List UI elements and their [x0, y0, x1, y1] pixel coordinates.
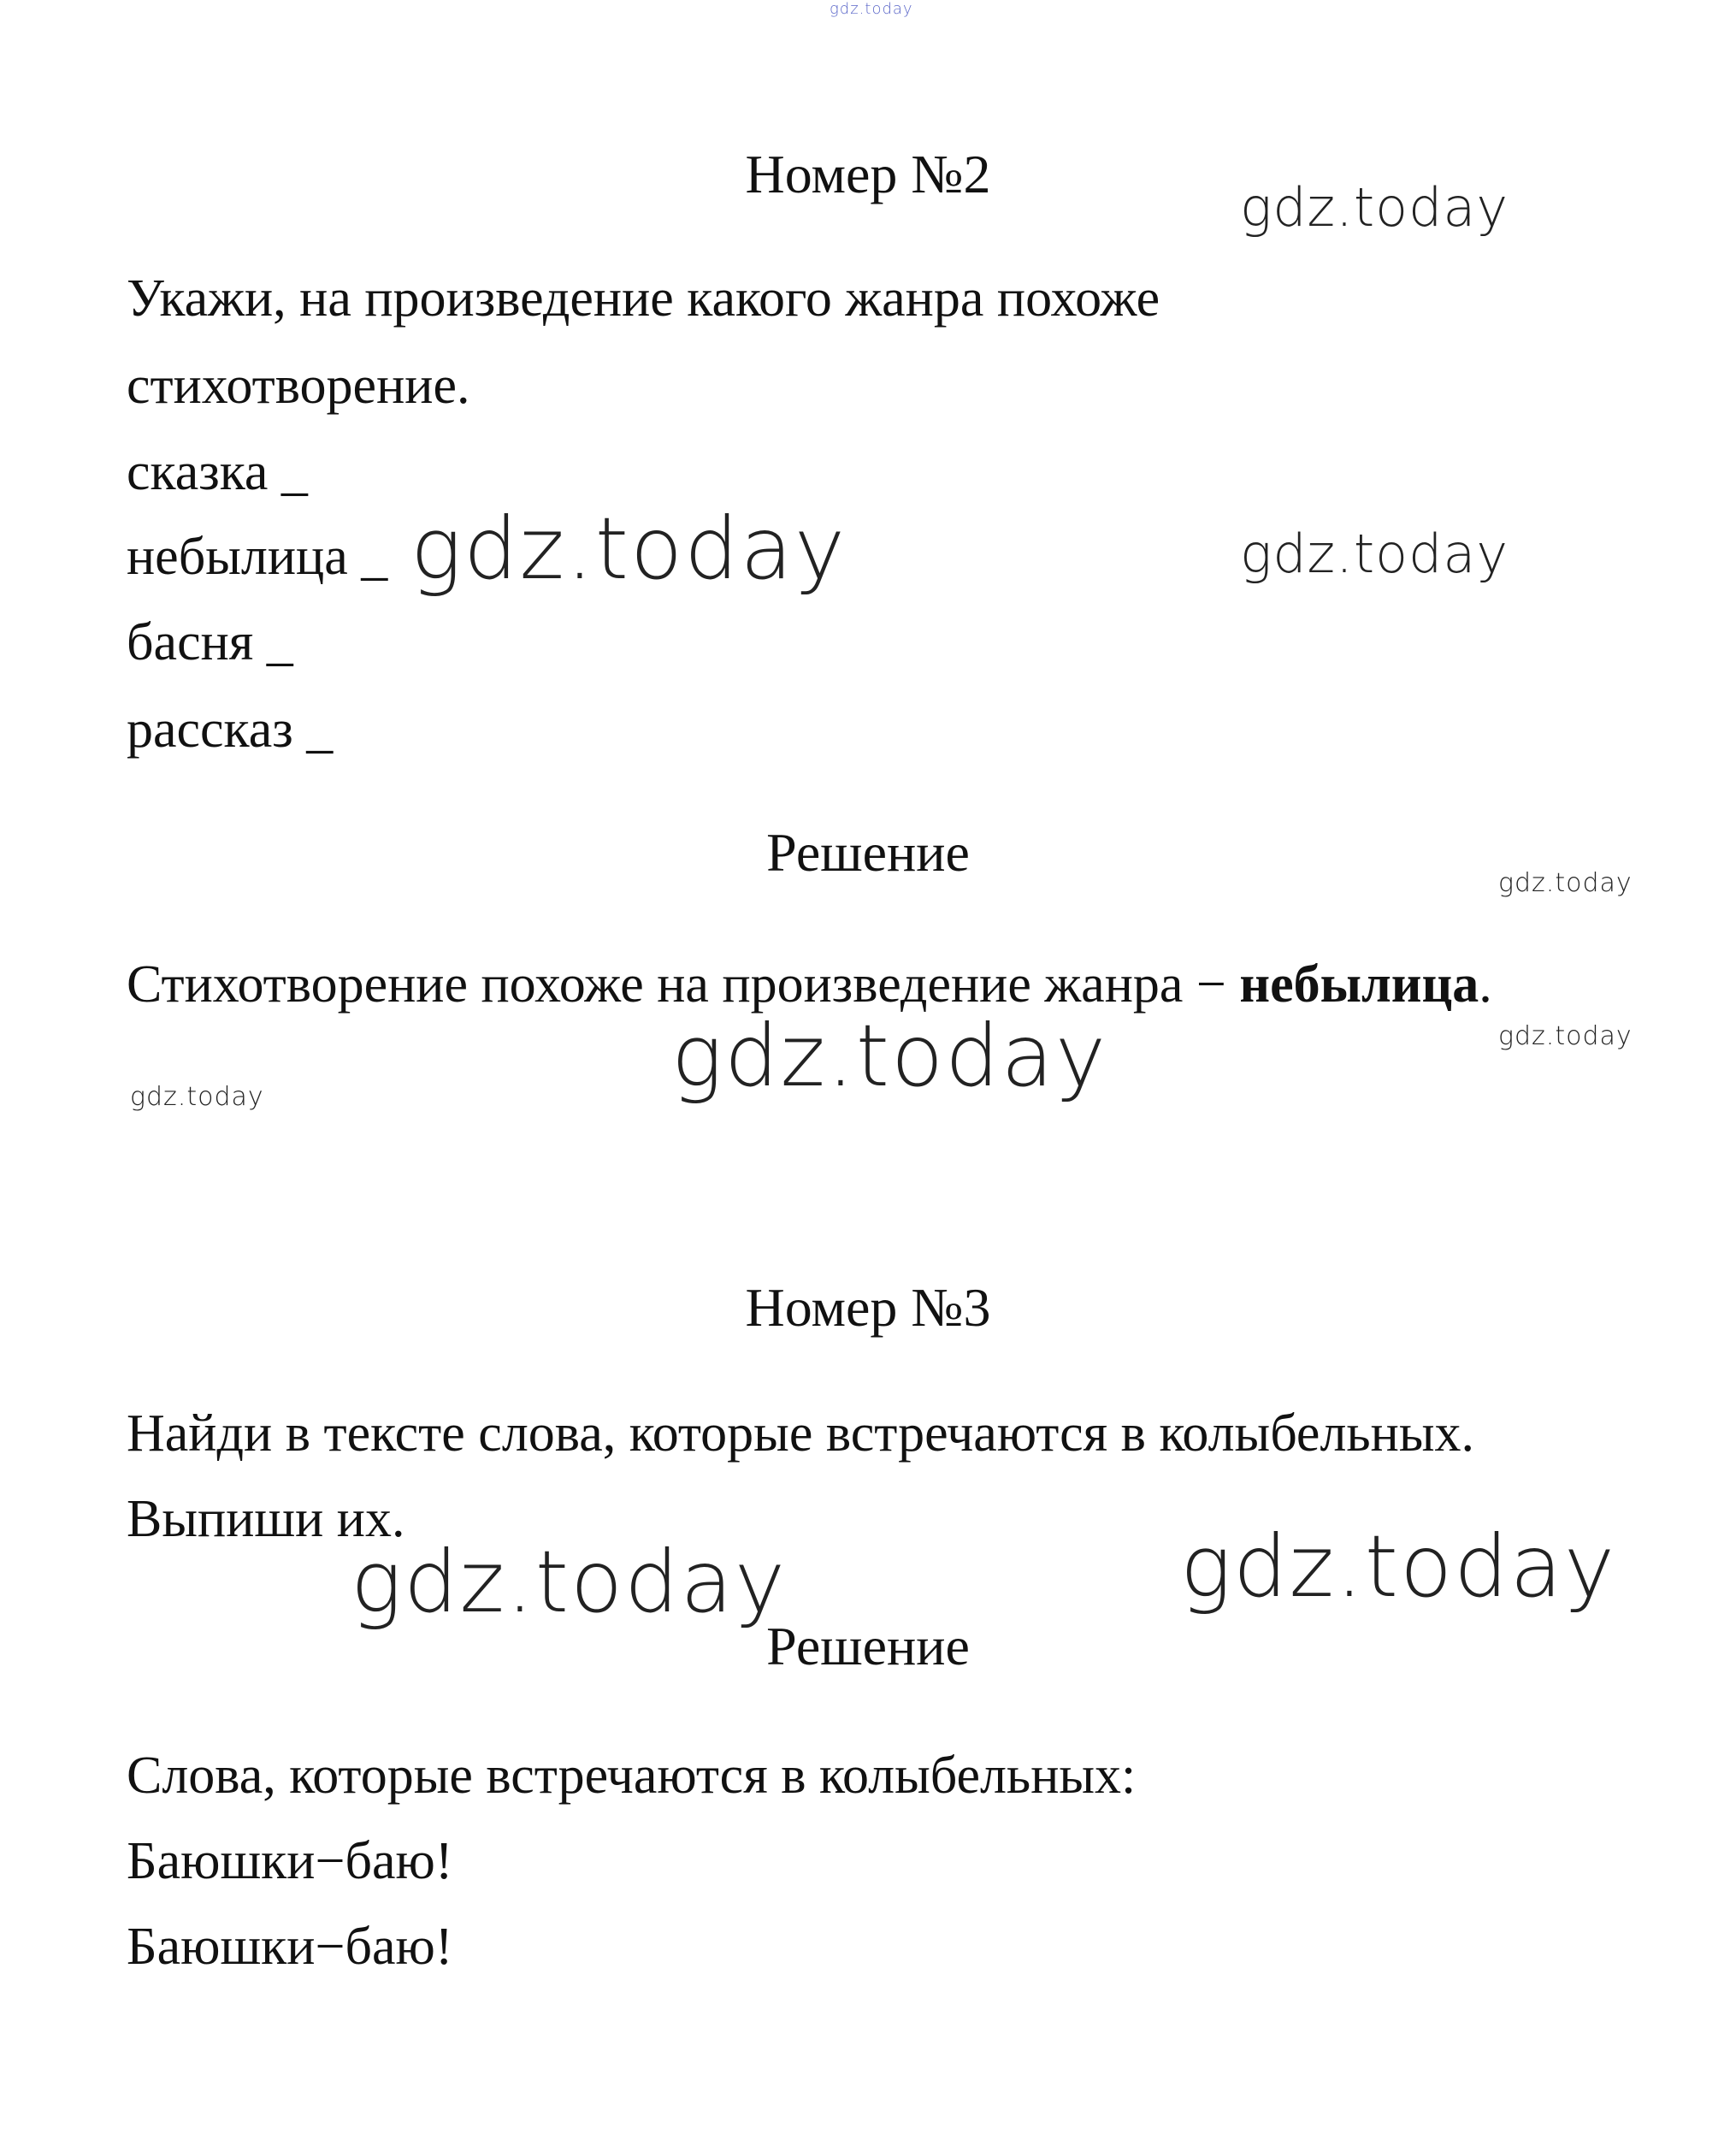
task3-heading: Номер №3 [745, 1277, 991, 1338]
task3-answer-line: Баюшки−баю! [127, 1832, 453, 1890]
task2-answer-bold: небылица [1239, 955, 1479, 1014]
option-basnya: басня _ [127, 613, 293, 671]
task2-solution-heading: Решение [766, 822, 970, 883]
task3-question-line1: Найди в тексте слова, которые встречаются в колыбельных. [127, 1404, 1475, 1463]
watermark: gdz.today [351, 1532, 788, 1632]
watermark: gdz.today [1240, 523, 1509, 585]
task2-heading: Номер №2 [745, 144, 991, 204]
task2-answer [127, 955, 1492, 1014]
task2-question-line1: Укажи, на произведение какого жанра похоже [127, 269, 1160, 328]
watermark: gdz.today [130, 1082, 264, 1112]
task3-answer-line: Баюшки−баю! [127, 1918, 453, 1976]
task3-question-line2: Выпиши их. [127, 1490, 405, 1548]
watermark: gdz.today [410, 499, 847, 599]
option-skazka: сказка _ [127, 443, 308, 501]
task2-answer-prefix: Стихотворение похоже на произведение жанра − [127, 955, 1240, 1014]
watermark: gdz.today [671, 1006, 1108, 1106]
watermark: gdz.today [1498, 868, 1633, 898]
task3-solution-heading: Решение [766, 1616, 970, 1676]
watermark-top: gdz.today [830, 0, 913, 18]
option-nebylitsa: небылица _ [127, 528, 388, 586]
task2-answer-suffix: . [1479, 955, 1492, 1014]
task2-question-line2: стихотворение. [127, 357, 470, 415]
task3-answer-intro: Слова, которые встречаются в колыбельных: [127, 1747, 1137, 1805]
watermark: gdz.today [1180, 1516, 1617, 1617]
option-rasskaz: рассказ _ [127, 700, 334, 759]
watermark: gdz.today [1498, 1021, 1633, 1051]
watermark: gdz.today [1240, 176, 1509, 239]
